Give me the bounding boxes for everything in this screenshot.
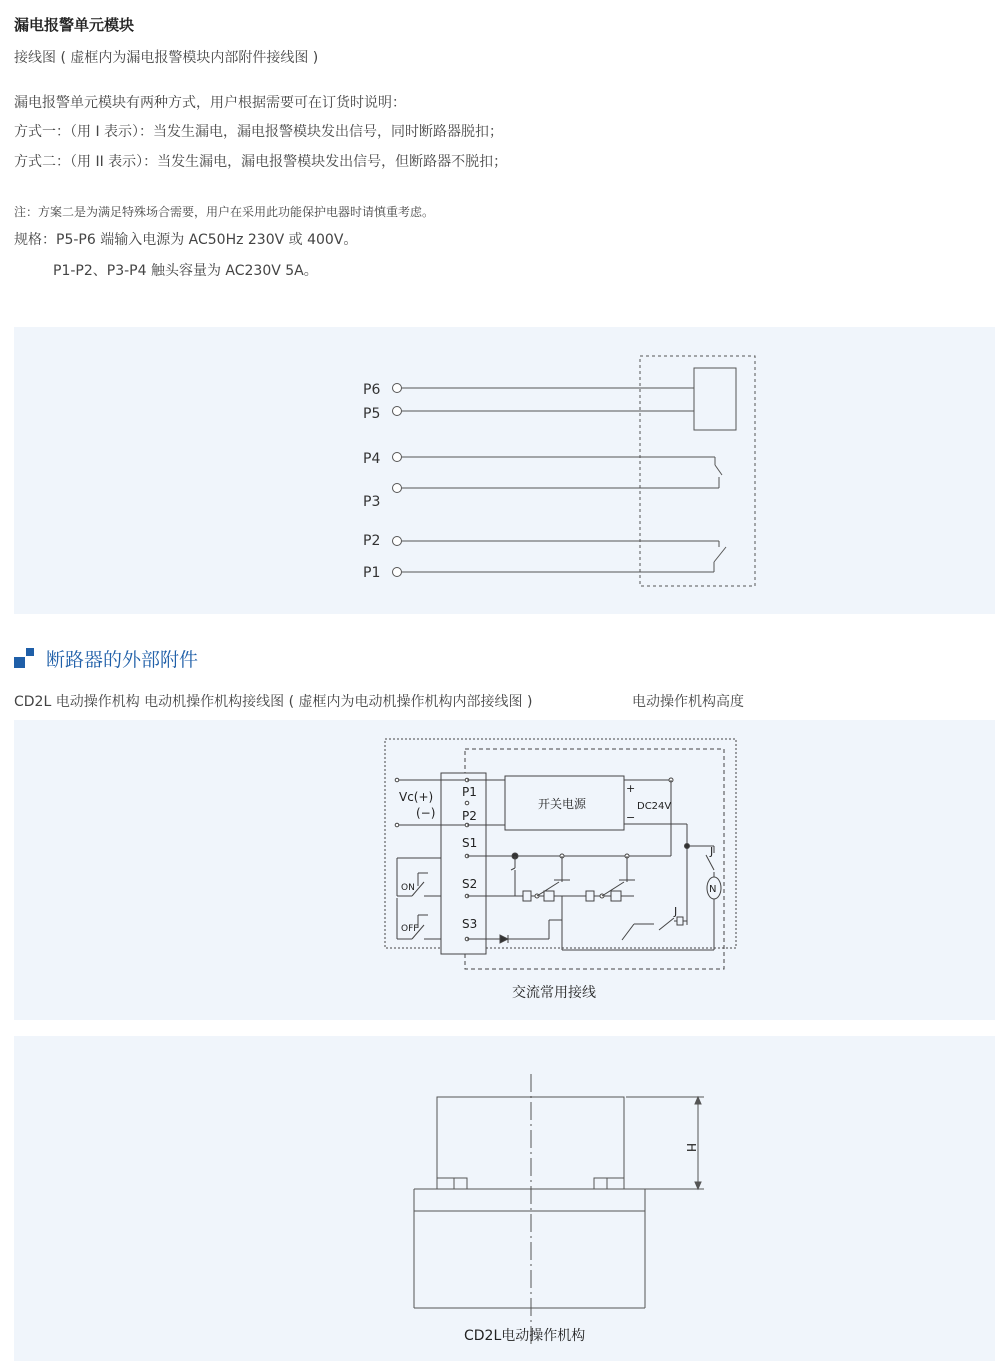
terminal-p3 (393, 484, 402, 493)
height-drawing-caption: CD2L电动操作机构 (464, 1328, 586, 1344)
vc-plus-label: Vc(+) (399, 790, 434, 804)
terminal-p1 (393, 568, 402, 577)
relay-j-label-2: J (674, 905, 678, 918)
on-button-label: ON (401, 883, 415, 893)
terminal-p5-label: P5 (363, 406, 381, 422)
s1-label: S1 (462, 836, 478, 850)
motor-wiring-caption: 交流常用接线 (512, 985, 596, 1001)
terminal-p6 (393, 384, 402, 393)
relay-j-label-1: J (710, 845, 714, 858)
module-title: 漏电报警单元模块 (14, 16, 135, 34)
off-button-label: OFF (401, 924, 419, 934)
note-text: 注：方案二是为满足特殊场合需要，用户在采用此功能保护电器时请慎重考虑。 (14, 205, 435, 219)
terminal-p5 (393, 407, 402, 416)
s2-label: S2 (462, 877, 478, 891)
module-subtitle: 接线图 ( 虚框内为漏电报警模块内部附件接线图 ) (14, 50, 319, 66)
terminal-p6-label: P6 (363, 382, 381, 398)
terminal-p1-label: P1 (363, 565, 381, 581)
terminal-p2 (393, 537, 402, 546)
intro-text: 漏电报警单元模块有两种方式，用户根据需要可在订货时说明： (14, 95, 406, 111)
leakage-diagram-panel (14, 327, 995, 614)
height-drawing-panel (14, 1036, 995, 1361)
motor-caption-right: 电动操作机构高度 (632, 694, 744, 710)
spec-line-2: P1-P2、P3-P4 触头容量为 AC230V 5A。 (53, 263, 318, 279)
leakage-wiring-diagram (14, 327, 995, 614)
terminal-p3-label: P3 (363, 494, 381, 510)
vc-minus-label: (−) (416, 806, 436, 820)
mode-one-text: 方式一：（用 I 表示）：当发生漏电，漏电报警模块发出信号，同时断路器脱扣； (14, 124, 504, 140)
height-drawing (14, 1036, 995, 1361)
terminal-p2-label: P2 (363, 533, 381, 549)
section-title: 断路器的外部附件 (46, 649, 199, 671)
motor-caption-left: CD2L 电动操作机构 电动机操作机构接线图 ( 虚框内为电动机操作机构内部接线图 ) (14, 694, 533, 710)
psu-plus-label: + (626, 782, 636, 795)
height-h-label: H (684, 1143, 698, 1153)
terminal-p4-label: P4 (363, 451, 381, 467)
mode-two-text: 方式二：（用 II 表示）：当发生漏电，漏电报警模块发出信号，但断路器不脱扣； (14, 154, 508, 170)
terminal-p4 (393, 453, 402, 462)
motor-wiring-diagram (14, 720, 995, 1020)
psu-label: 开关电源 (538, 797, 587, 811)
dc24v-label: DC24V (637, 801, 672, 812)
s3-label: S3 (462, 917, 478, 931)
relay-coil-box (694, 368, 736, 430)
spec-line-1: 规格：P5-P6 端输入电源为 AC50Hz 230V 或 400V。 (14, 232, 358, 248)
p1-label: P1 (462, 785, 477, 799)
p2-label: P2 (462, 809, 477, 823)
motor-n-label: N (709, 884, 717, 895)
motor-wiring-panel (14, 720, 995, 1020)
psu-minus-label: − (626, 811, 636, 824)
